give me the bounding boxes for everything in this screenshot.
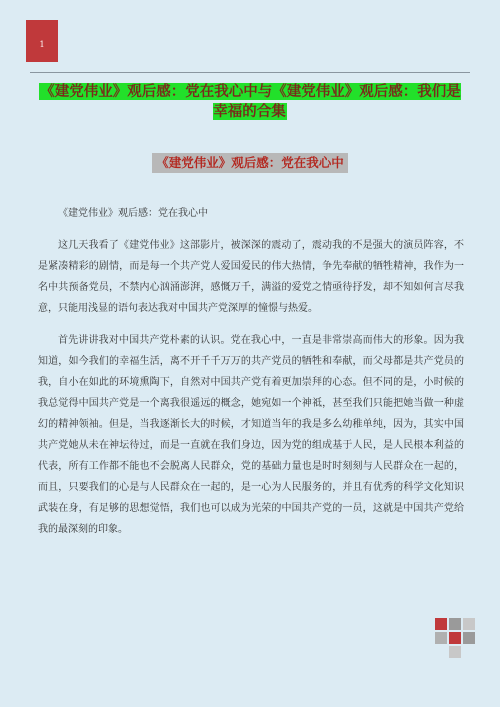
paragraph-2: 首先讲讲我对中国共产党朴素的认识。党在我心中，一直是非常崇高而伟大的形象。因为我知道，如今我们的幸福生活，离不开千千万万的共产党员的牺牲和奉献，而父母都是共产党员的我，自小在如此的环境熏陶下，自然对中国共产党有着更加崇拜的心态。但不同的是，小时候的我总觉得中国共产党是一个离我很遥远的概念，她宛如一个神祗，甚至我们只能把她当做一种虚幻的精神领袖。但是，当我逐渐长大的时候，才知道当年的我是多么幼稚单纯，因为，其实中国共产党她从未在神坛待过，而是一直就在我们身边，因为党的组成基于人民，是人民根本利益的代表，所有工作都不能也不会脱离人民群众，党的基础力量也是时时刻刻与人民群众在一起的，而且，只要我们的心是与人民群众在一起的，是一心为人民服务的，并且有优秀的科学文化知识武装在身，有足够的思想觉悟，我们也可以成为光荣的中国共产党的一员，这就是中国共产党给我的最深刻的印象。 [38,335,464,535]
decorative-squares [435,618,477,660]
square-gray-3 [435,632,447,644]
square-gray-4 [463,632,475,644]
section-heading [0,152,500,173]
paragraph-subtitle: 《建党伟业》观后感：党在我心中 [58,208,208,219]
square-gray-5 [449,646,461,658]
document-title [38,82,462,122]
square-gray-1 [449,618,461,630]
square-red-1 [435,618,447,630]
article-body [38,203,464,540]
square-red-2 [449,632,461,644]
paragraph-1: 这几天我看了《建党伟业》这部影片，被深深的震动了，震动我的不是强大的演员阵容，不是紧凑精彩的剧情，而是每一个共产党人爱国爱民的伟大热情，争先奉献的牺牲精神，我作为一名中共预备党员，不禁内心汹涌澎湃，感慨万千，满溢的爱党之情亟待抒发，却不知如何言尽我意，只能用浅显的语句表达我对中国共产党深厚的憧憬与热爱。 [38,240,464,314]
page-number: 1 [39,40,45,49]
square-gray-2 [463,618,475,630]
section-heading-text: 《建党伟业》观后感：党在我心中 [152,153,348,173]
header-divider [30,72,470,73]
document-title-text: 《建党伟业》观后感：党在我心中与《建党伟业》观后感：我们是幸福的合集 [40,83,461,120]
page-number-badge [26,20,58,62]
